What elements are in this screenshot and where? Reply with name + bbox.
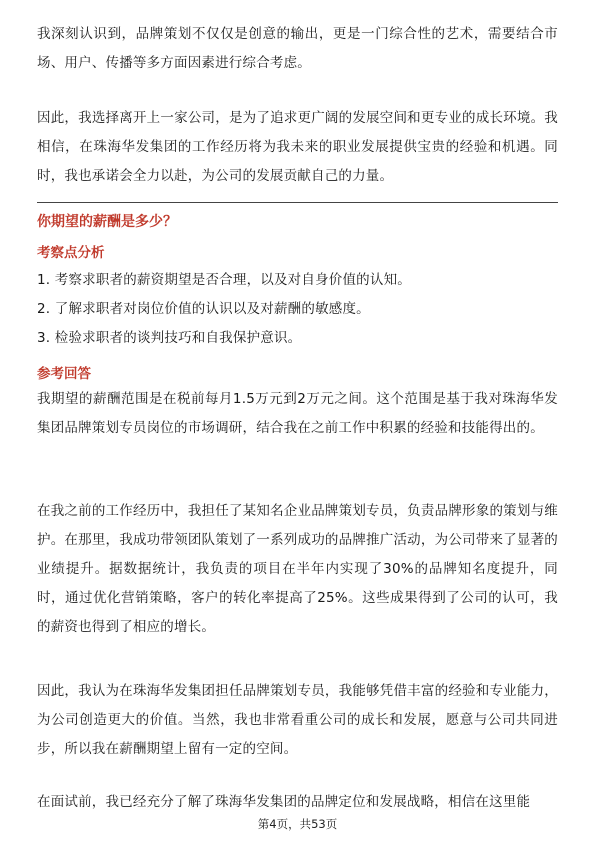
- intro-paragraph-1: 我深刻认识到，品牌策划不仅仅是创意的输出，更是一门综合性的艺术，需要结合市场、用户、传播等多方面因素进行综合考虑。: [37, 26, 558, 71]
- intro-paragraph-2: 因此，我选择离开上一家公司，是为了追求更广阔的发展空间和更专业的成长环境。我相信，在珠海华发集团的工作经历将为我未来的职业发展提供宝贵的经验和机遇。同时，我也承诺会全力以赴，为公司的发展贡献自己的力量。: [37, 110, 558, 184]
- analysis-heading: 考察点分析: [37, 245, 105, 261]
- answer-paragraph-2: 在我之前的工作经历中，我担任了某知名企业品牌策划专员，负责品牌形象的策划与维护。在那里，我成功带领团队策划了一系列成功的品牌推广活动，为公司带来了显著的业绩提升。据数据统计，我负责的项目在半年内实现了30%的品牌知名度提升，同时，通过优化营销策略，客户的转化率提高了25%。这些成果得到了公司的认可，我的薪资也得到了相应的增长。: [37, 503, 558, 635]
- answer-heading: 参考回答: [37, 366, 91, 382]
- analysis-item: 3. 检验求职者的谈判技巧和自我保护意识。: [37, 330, 302, 346]
- analysis-item: 1. 考察求职者的薪资期望是否合理，以及对自身价值的认知。: [37, 272, 411, 288]
- answer-paragraph-3: 因此，我认为在珠海华发集团担任品牌策划专员，我能够凭借丰富的经验和专业能力，为公司创造更大的价值。当然，我也非常看重公司的成长和发展，愿意与公司共同进步，所以我在薪酬期望上留有一定的空间。: [37, 683, 558, 757]
- answer-paragraph-1: 我期望的薪酬范围是在税前每月1.5万元到2万元之间。这个范围是基于我对珠海华发集团品牌策划专员岗位的市场调研，结合我在之前工作中积累的经验和技能得出的。: [37, 391, 558, 436]
- page-number-footer: 第4页，共53页: [257, 817, 338, 831]
- analysis-item: 2. 了解求职者对岗位价值的认识以及对薪酬的敏感度。: [37, 301, 370, 317]
- section-divider: [37, 202, 558, 203]
- analysis-list: [37, 266, 558, 353]
- question-heading: 你期望的薪酬是多少？: [37, 214, 177, 230]
- answer-paragraph-4: 在面试前，我已经充分了解了珠海华发集团的品牌定位和发展战略，相信在这里能: [37, 794, 531, 810]
